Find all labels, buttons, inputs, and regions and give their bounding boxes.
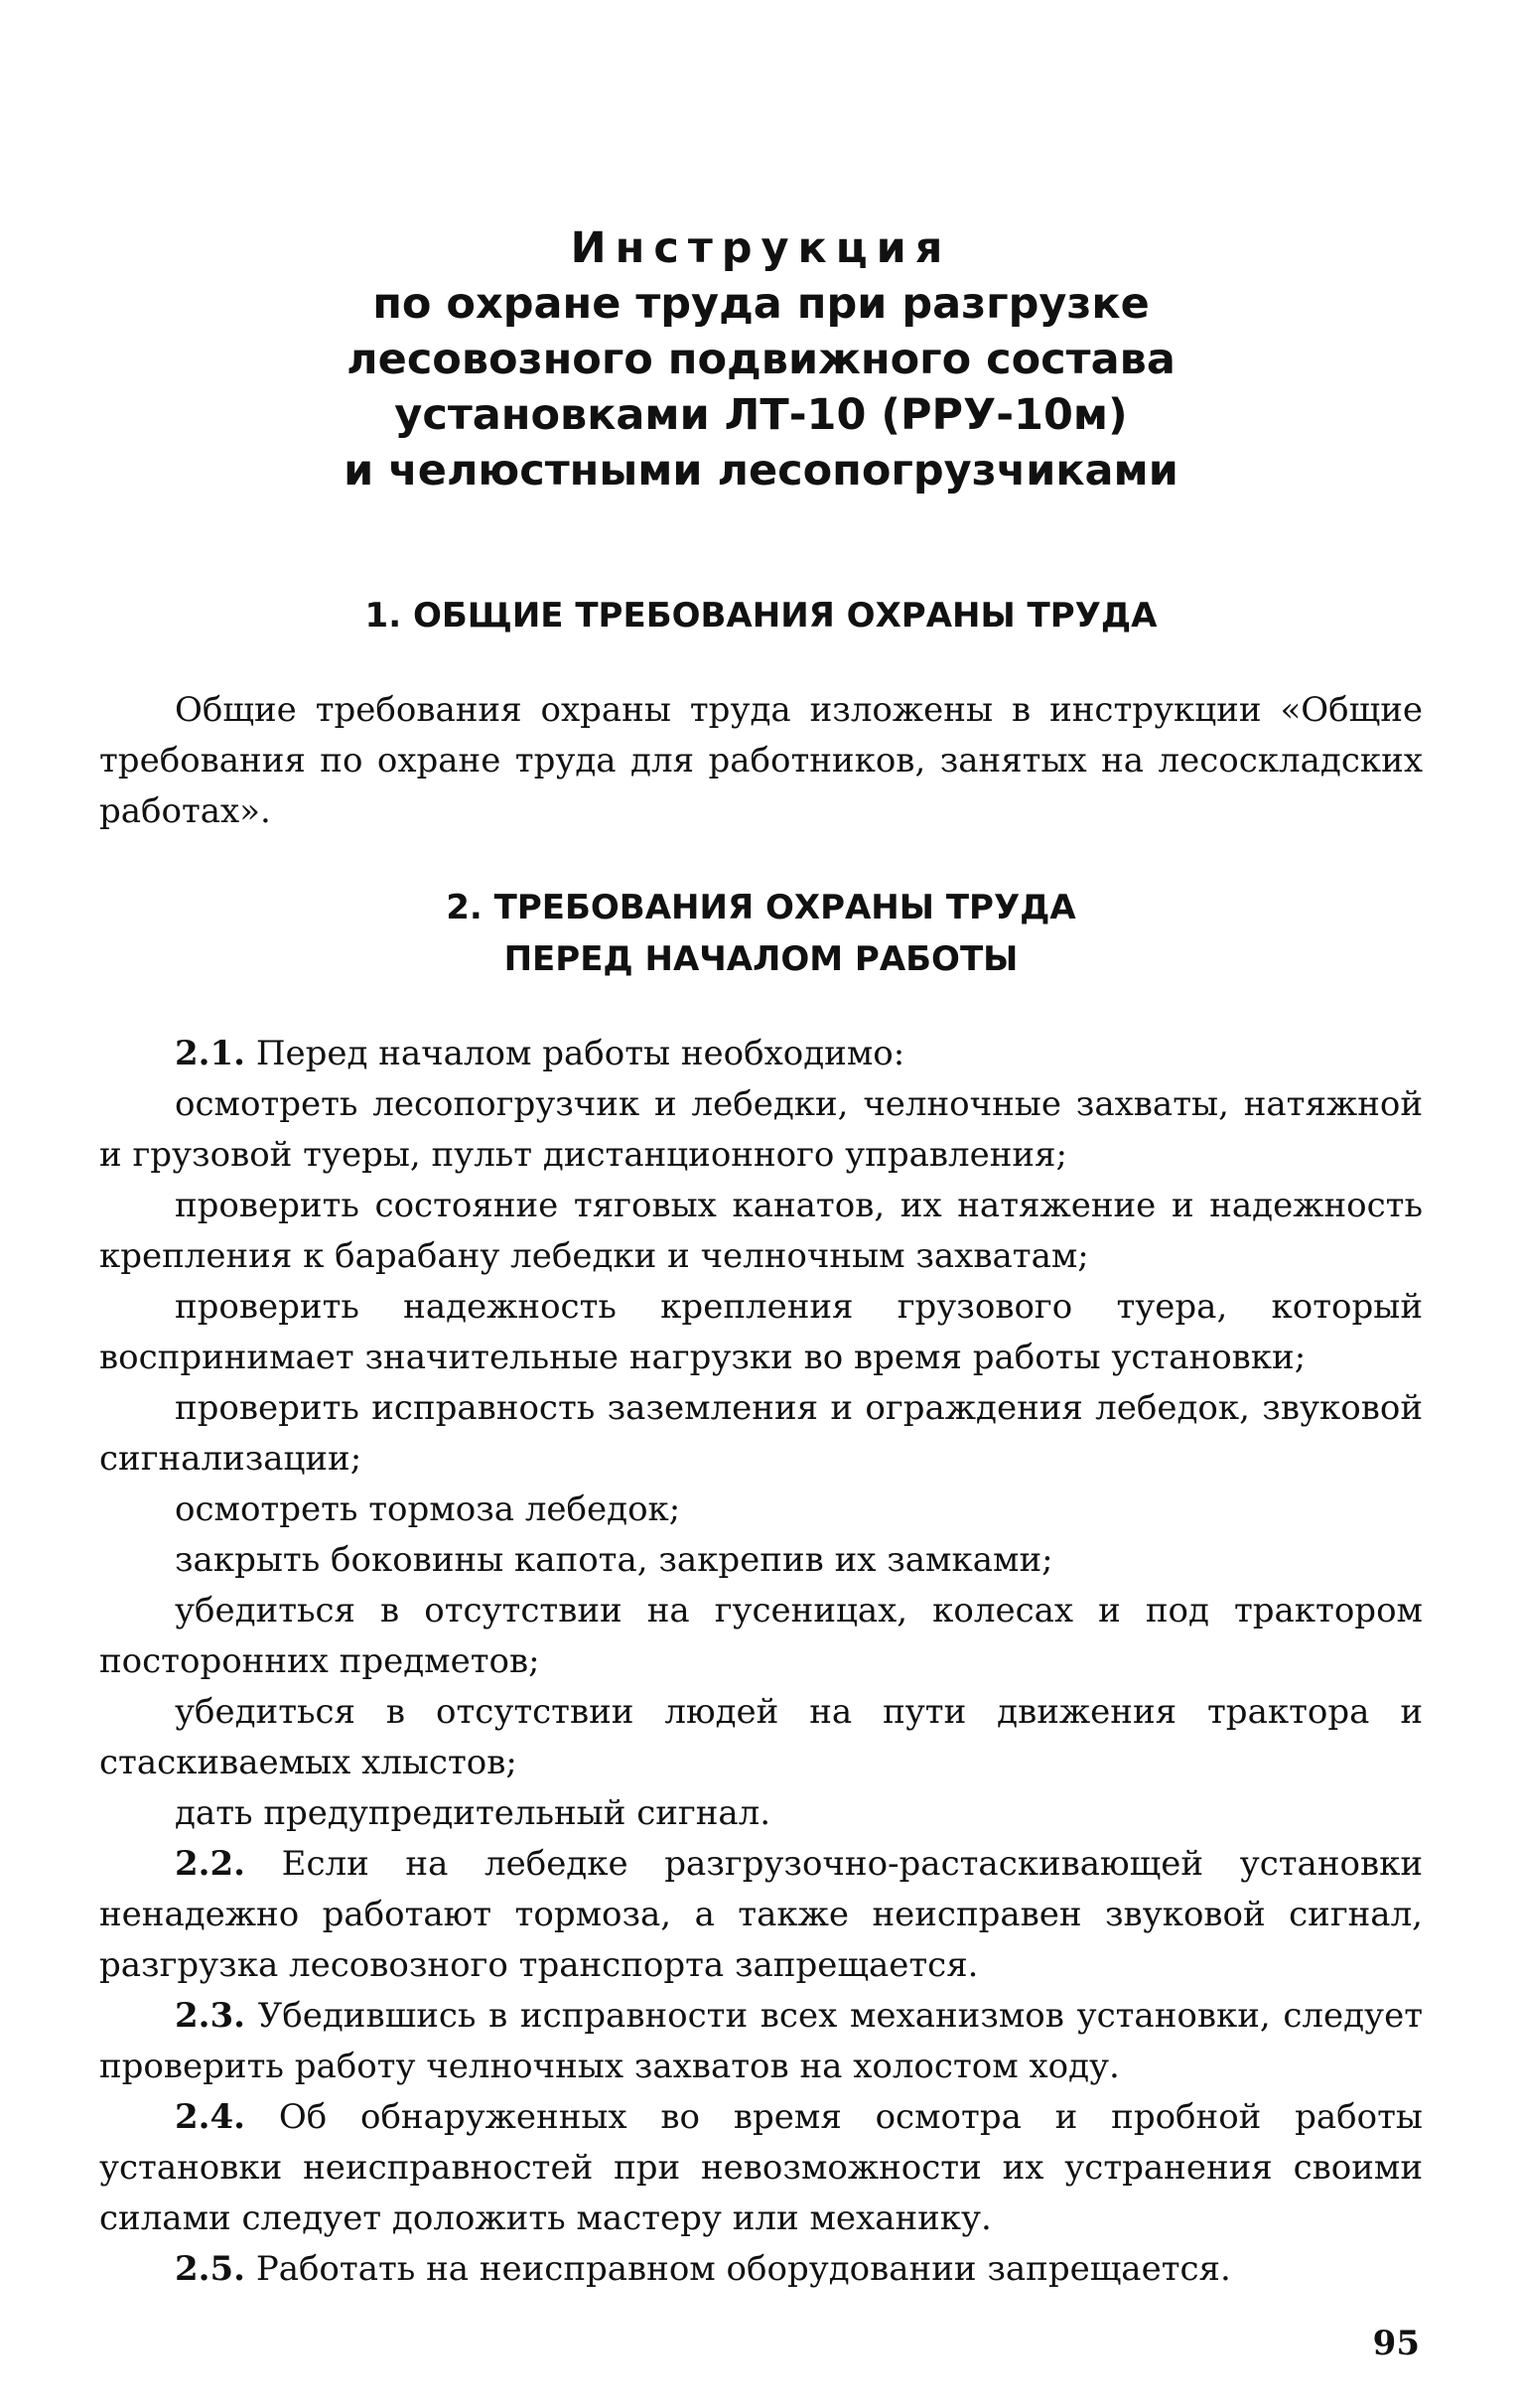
paragraph-text: Об обнаруженных во время осмотра и пробной работы установки неисправностей при невозможности их устранения своими силами следует доложить мастеру или механику. [99,2097,1423,2238]
list-item: убедиться в отсутствии людей на пути движения трактора и стаскиваемых хлыстов; [99,1692,1423,1782]
paragraph-text: Перед началом работы необходимо: [255,1034,905,1073]
list-item: закрыть боковины капота, закрепив их замками; [175,1540,1053,1580]
section-1-body [99,685,1423,837]
list-item: проверить надежность крепления грузового туера, который воспринимает значительные нагрузки во время работы установки; [99,1287,1423,1377]
paragraph-2-1 [99,1029,1423,1079]
paragraph-text: Если на лебедке разгрузочно-растаскивающей установки ненадежно работают тормоза, а также неисправен звуковой сигнал, разгрузка лесовозного транспорта запрещается. [99,1844,1424,1985]
paragraph-number: 2.4. [175,2097,245,2137]
title-line-5: и челюстными лесопогрузчиками [344,446,1178,496]
paragraph-number: 2.2. [175,1844,245,1884]
document-title [99,220,1423,498]
paragraph-2-2 [99,1839,1423,1991]
paragraph-2-5 [99,2244,1423,2295]
section-1-heading: 1. ОБЩИЕ ТРЕБОВАНИЯ ОХРАНЫ ТРУДА [364,596,1158,636]
paragraph-2-4 [99,2092,1423,2244]
list-item: осмотреть тормоза лебедок; [175,1489,681,1529]
list-item: проверить исправность заземления и ограждения лебедок, звуковой сигнализации; [99,1388,1423,1479]
section-2-heading-line-2: ПЕРЕД НАЧАЛОМ РАБОТЫ [503,939,1019,979]
section-2-heading [99,882,1423,985]
paragraph-number: 2.5. [175,2249,245,2289]
section-2-heading-line-1: 2. ТРЕБОВАНИЯ ОХРАНЫ ТРУДА [446,888,1076,927]
title-line-4: установками ЛТ-10 (РРУ-10м) [394,390,1128,440]
section-1-paragraph: Общие требования охраны труда изложены в инструкции «Общие требования по охране труда для работников, занятых на лесоскладских работах». [99,690,1423,831]
list-item: осмотреть лесопогрузчик и лебедки, челночные захваты, натяжной и грузовой туеры, пульт дистанционного управления; [99,1084,1423,1175]
title-line-2: по охране труда при разгрузке [372,279,1150,329]
paragraph-number: 2.1. [175,1034,245,1073]
list-item: убедиться в отсутствии на гусеницах, колесах и под трактором посторонних предметов; [99,1591,1423,1681]
list-item: дать предупредительный сигнал. [175,1793,771,1833]
paragraph-number: 2.3. [175,1996,245,2036]
list-item: проверить состояние тяговых канатов, их натяжение и надежность крепления к барабану лебедки и челночным захватам; [99,1186,1423,1276]
paragraph-text: Работать на неисправном оборудовании запрещается. [255,2249,1231,2289]
page-number: 95 [1372,2324,1420,2363]
title-line-1: Инструкция [570,223,952,273]
paragraph-2-3 [99,1991,1423,2092]
title-line-3: лесовозного подвижного состава [346,335,1176,384]
paragraph-text: Убедившись в исправности всех механизмов установки, следует проверить работу челночных захватов на холостом ходу. [99,1996,1423,2086]
section-2-body [99,1029,1423,2295]
